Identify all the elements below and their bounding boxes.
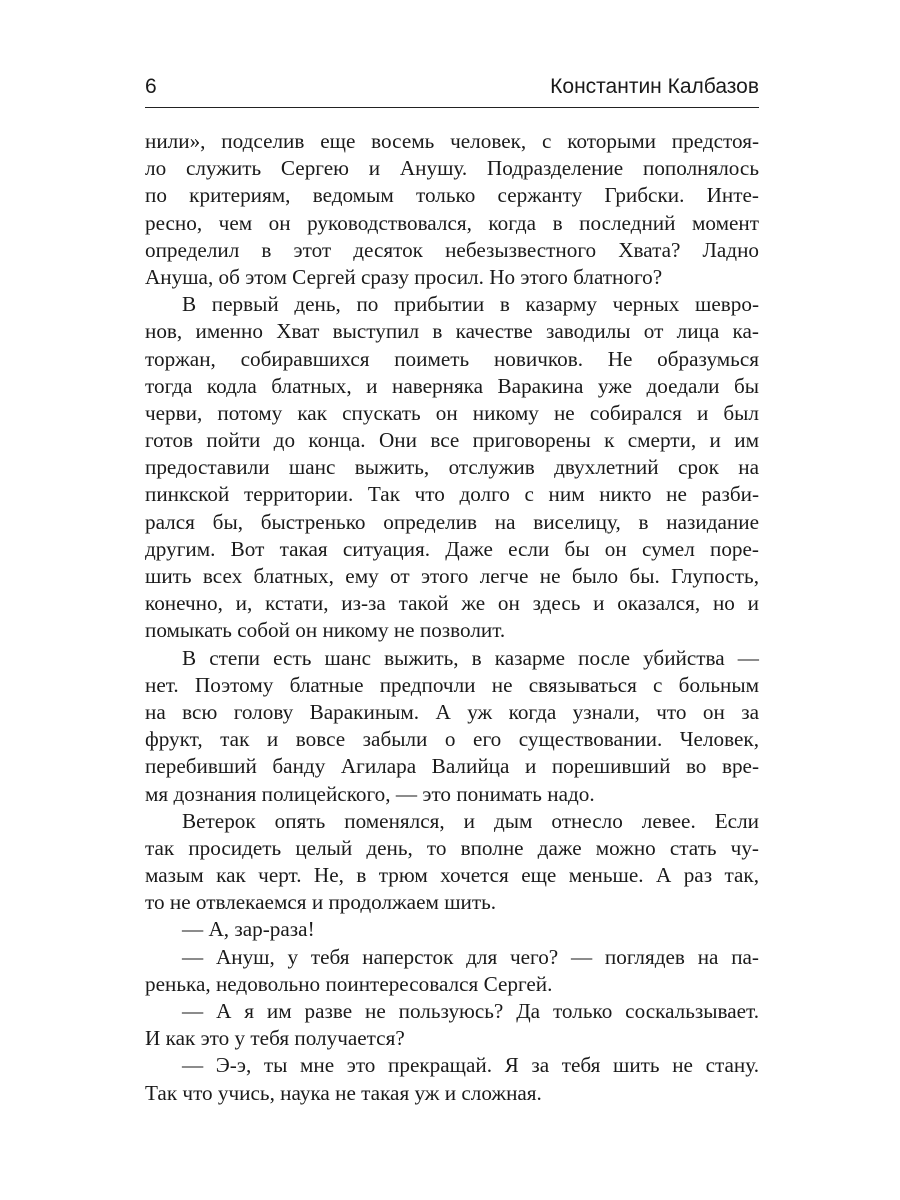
text-line: нов, именно Хват выступил в качестве заводилы от лица ка- bbox=[145, 319, 759, 344]
text-line: И как это у тебя получается? bbox=[145, 1026, 405, 1051]
text-line: по критериям, ведомым только сержанту Грибски. Инте- bbox=[145, 183, 759, 208]
text-line: мазым как черт. Не, в трюм хочется еще меньше. А раз так, bbox=[145, 863, 759, 888]
text-line: — А я им разве не пользуюсь? Да только соскальзывает. bbox=[182, 999, 759, 1023]
text-line: Так что учись, наука не такая уж и сложная. bbox=[145, 1080, 542, 1105]
body-text bbox=[145, 128, 759, 1107]
text-line: перебивший банду Агилара Валийца и порешивший во вре- bbox=[145, 754, 759, 779]
running-header bbox=[145, 73, 759, 108]
text-line: ресно, чем он руководствовался, когда в последний момент bbox=[145, 210, 759, 235]
text-line: фрукт, так и вовсе забыли о его существовании. Человек, bbox=[145, 727, 759, 752]
text-line: другим. Вот такая ситуация. Даже если бы он сумел поре- bbox=[145, 536, 759, 561]
text-line: пинкской территории. Так что долго с ним никто не разби- bbox=[145, 482, 759, 507]
text-line: — Ануш, у тебя наперсток для чего? — поглядев на па- bbox=[182, 944, 759, 969]
text-line: то не отвлекаемся и продолжаем шить. bbox=[145, 890, 497, 915]
text-line: нили», подселив еще восемь человек, с которыми предстоя- bbox=[145, 129, 759, 153]
text-line: торжан, собиравшихся поиметь новичков. Не образумься bbox=[145, 346, 759, 371]
text-line: черви, потому как спускать он никому не собирался и был bbox=[145, 400, 759, 425]
text-line: шить всех блатных, ему от этого легче не было бы. Глупость, bbox=[145, 564, 759, 588]
text-line: В первый день, по прибытии в казарму черных шевро- bbox=[182, 292, 759, 317]
text-line: — А, зар-раза! bbox=[182, 917, 315, 942]
text-line: ло служить Сергею и Анушу. Подразделение пополнялось bbox=[145, 156, 759, 181]
text-line: помыкать собой он никому не позволит. bbox=[145, 618, 506, 643]
page-number: 6 bbox=[145, 75, 157, 98]
text-line: на всю голову Варакиным. А уж когда узнали, что он за bbox=[145, 699, 759, 724]
text-line: определил в этот десяток небезызвестного Хвата? Ладно bbox=[145, 237, 759, 262]
text-line: так просидеть целый день, то вполне даже можно стать чу- bbox=[145, 835, 759, 860]
running-header-author: Константин Калбазов bbox=[550, 75, 759, 98]
text-line: ренька, недовольно поинтересовался Сергей. bbox=[145, 971, 553, 996]
text-line: В степи есть шанс выжить, в казарме после убийства — bbox=[182, 645, 759, 670]
text-line: тогда кодла блатных, и наверняка Варакина уже доедали бы bbox=[145, 373, 759, 398]
text-line: Ануша, об этом Сергей сразу просил. Но этого блатного? bbox=[145, 264, 663, 289]
text-line: Ветерок опять поменялся, и дым отнесло левее. Если bbox=[182, 808, 759, 833]
text-line: нет. Поэтому блатные предпочли не связываться с больным bbox=[145, 672, 759, 697]
text-line: предоставили шанс выжить, отслужив двухлетний срок на bbox=[145, 455, 759, 480]
text-line: конечно, и, кстати, из-за такой же он здесь и оказался, но и bbox=[145, 591, 759, 616]
text-line: мя дознания полицейского, — это понимать надо. bbox=[145, 781, 595, 806]
text-line: — Э-э, ты мне это прекращай. Я за тебя шить не стану. bbox=[182, 1053, 759, 1078]
text-line: рался бы, быстренько определив на виселицу, в назидание bbox=[145, 509, 759, 534]
text-line: готов пойти до конца. Они все приговорены к смерти, и им bbox=[145, 428, 759, 453]
